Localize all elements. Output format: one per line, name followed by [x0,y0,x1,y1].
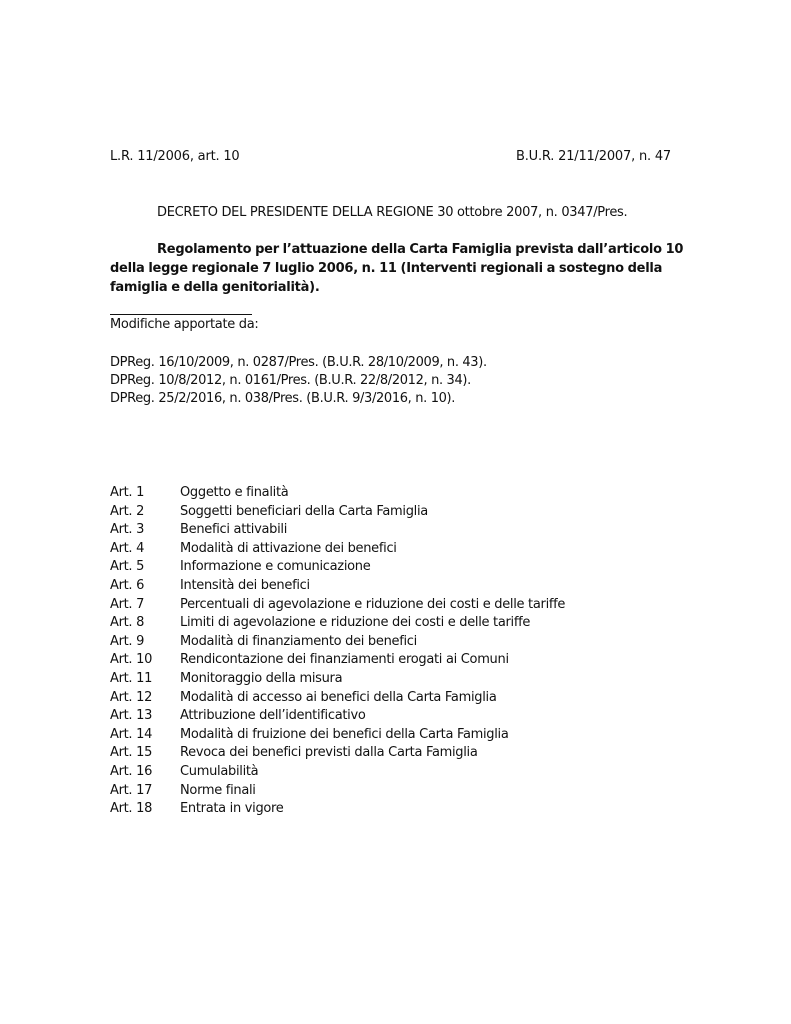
article-number: Art. 3 [110,522,145,538]
modification-item: DPReg. 10/8/2012, n. 0161/Pres. (B.U.R. 22/8/2012, n. 34). [110,373,471,388]
article-number: Art. 6 [110,577,145,593]
article-title: Percentuali di agevolazione e riduzione dei costi e delle tariffe [180,596,566,612]
modifications-list [110,354,487,408]
separator-line [110,314,252,315]
article-title: Modalità di attivazione dei benefici [180,540,397,556]
article-number: Art. 4 [110,540,145,556]
article-number: Art. 7 [110,596,145,612]
article-number: Art. 11 [110,670,153,686]
article-number: Art. 18 [110,801,153,817]
article-title: Entrata in vigore [180,801,284,817]
article-title: Revoca dei benefici previsti dalla Carta Famiglia [180,745,478,761]
article-number: Art. 10 [110,652,153,668]
decree-heading: DECRETO DEL PRESIDENTE DELLA REGIONE 30 ottobre 2007, n. 0347/Pres. [157,205,628,220]
regulation-title: Regolamento per l’attuazione della Carta Famiglia prevista dall’articolo 10 della legge regionale 7 luglio 2006, n. 11 (Interventi regionali a sostegno della famiglia e della genitorialità). [110,242,684,295]
modification-item: DPReg. 25/2/2016, n. 038/Pres. (B.U.R. 9/3/2016, n. 10). [110,391,456,406]
article-title: Attribuzione dell’identificativo [180,708,366,724]
article-number: Art. 16 [110,763,153,779]
article-number: Art. 2 [110,503,145,519]
bur-reference: B.U.R. 21/11/2007, n. 47 [516,149,671,164]
article-number: Art. 8 [110,615,145,631]
article-title: Informazione e comunicazione [180,559,371,575]
article-title: Modalità di accesso ai benefici della Carta Famiglia [180,689,497,705]
article-title: Intensità dei benefici [180,577,310,593]
article-number: Art. 9 [110,633,145,649]
article-number: Art. 15 [110,745,153,761]
article-number: Art. 12 [110,689,153,705]
modification-item: DPReg. 16/10/2009, n. 0287/Pres. (B.U.R. 28/10/2009, n. 43). [110,355,487,370]
article-title: Monitoraggio della misura [180,670,343,686]
article-title: Soggetti beneficiari della Carta Famiglia [180,503,428,519]
article-title: Rendicontazione dei finanziamenti erogati ai Comuni [180,652,509,668]
modifications-label: Modifiche apportate da: [110,317,259,332]
article-title: Modalità di fruizione dei benefici della Carta Famiglia [180,726,509,742]
article-number: Art. 14 [110,726,153,742]
article-title: Benefici attivabili [180,522,288,538]
article-title: Cumulabilità [180,763,259,779]
law-reference: L.R. 11/2006, art. 10 [110,149,240,164]
article-title: Modalità di finanziamento dei benefici [180,633,417,649]
article-number: Art. 5 [110,559,145,575]
article-number: Art. 17 [110,782,153,798]
article-number: Art. 13 [110,708,153,724]
article-title: Oggetto e finalità [180,485,289,500]
article-number: Art. 1 [110,485,145,500]
article-title: Limiti di agevolazione e riduzione dei costi e delle tariffe [180,615,531,631]
article-title: Norme finali [180,782,256,798]
